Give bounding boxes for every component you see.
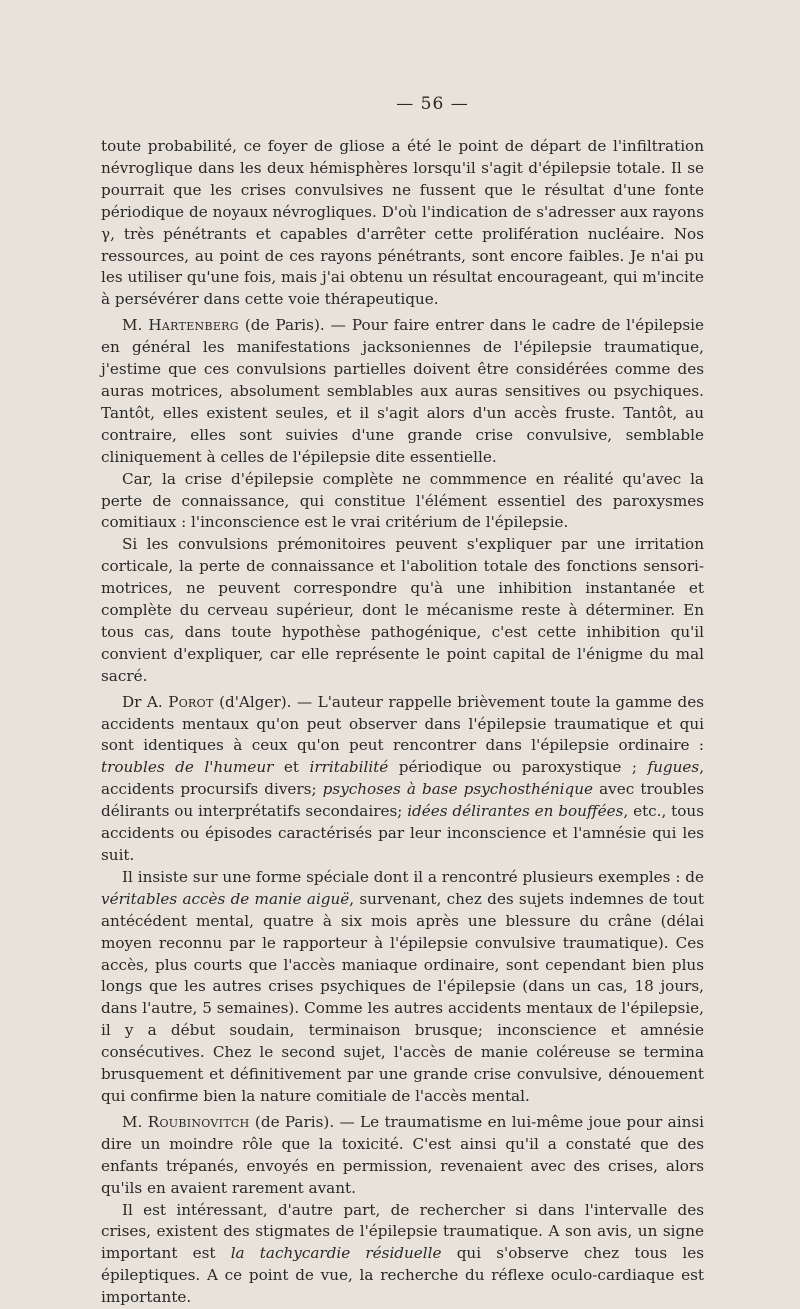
paragraph <box>101 867 704 1108</box>
emphasis-text: irritabilité <box>310 758 389 776</box>
paragraph <box>101 1200 704 1309</box>
speaker-name: Hartenberg <box>148 316 238 334</box>
paragraph <box>101 136 704 311</box>
text-run: toute probabilité, ce foyer de gliose a été le point de départ de l'infiltration névroglique dans les deux hémisphères lorsqu'il s'agit d'épilepsie totale. Il se pourrait que les crises convulsives ne fussent que le résultat d'une fonte périodique de noyaux névrogliques. D'où l'indication de s'adresser aux rayons γ, très pénétrants et capables d'arrêter cette prolifération nucléaire. Nos ressources, au point de ces rayons pénétrants, sont encore faibles. Je n'ai pu les utiliser qu'une fois, mais j'ai obtenu un résultat encourageant, qui m'incite à persévérer dans cette voie thérapeutique. <box>101 137 704 308</box>
emphasis-text: psychoses à base psychosthénique <box>323 780 593 798</box>
text-run: Si les convulsions prémonitoires peuvent s'expliquer par une irritation corticale, la perte de connaissance et l'abolition totale des fonctions sensori-motrices, ne peuvent correspondre qu'à une inhibition instantanée et complète du cerveau supérieur, dont le mécanisme reste à déterminer. En tous cas, dans toute hypothèse pathogénique, c'est cette inhibition qu'il convient d'expliquer, car elle représente le point capital de l'énigme du mal sacré. <box>101 535 704 684</box>
text-run: avec troubles délirants ou interprétatifs secondaires; <box>101 780 704 820</box>
text-run: M. <box>122 1113 148 1131</box>
paragraph <box>101 469 704 535</box>
text-run: , accidents procursifs divers; <box>101 758 704 798</box>
speaker-name: Porot <box>168 693 213 711</box>
text-run: et <box>273 758 309 776</box>
text-run: M. <box>122 316 148 334</box>
emphasis-text: fugues <box>647 758 699 776</box>
text-run: (de Paris). — Le traumatisme en lui-même joue pour ainsi dire un moindre rôle que la toxicité. C'est ainsi qu'il a constaté que des enfants trépanés, envoyés en permission, revenaient avec des crises, alors qu'ils en avaient rarement avant. <box>101 1113 704 1197</box>
text-run: (d'Alger). — L'auteur rappelle brièvement toute la gamme des accidents mentaux qu'on peut observer dans l'épilepsie traumatique et qui sont identiques à ceux qu'on peut rencontrer dans l'épilepsie ordinaire : <box>101 693 704 755</box>
text-run: (de Paris). — Pour faire entrer dans le cadre de l'épilepsie en général les manifestations jacksoniennes de l'épilepsie traumatique, j'estime que ces convulsions partielles doivent être considérées comme des auras motrices, absolument semblables aux auras sensitives ou psychiques. Tantôt, elles existent seules, et il s'agit alors d'un accès fruste. Tantôt, au contraire, elles sont suivies d'une grande crise convulsive, semblable cliniquement à celles de l'épilepsie dite essentielle. <box>101 316 704 465</box>
text-run: Car, la crise d'épilepsie complète ne commmence en réalité qu'avec la perte de connaissance, qui constitue l'élément essentiel des paroxysmes comitiaux : l'inconscience est le vrai critérium de l'épilepsie. <box>101 470 704 532</box>
text-run: périodique ou paroxystique ; <box>388 758 647 776</box>
text-run: Il insiste sur une forme spéciale dont il a rencontré plusieurs exemples : de <box>122 868 704 886</box>
paragraph <box>101 692 704 867</box>
text-run: Dr A. <box>122 693 168 711</box>
text-run: Il est intéressant, d'autre part, de rechercher si dans l'intervalle des crises, existent des stigmates de l'épilepsie traumatique. A son avis, un signe important est <box>101 1201 704 1263</box>
emphasis-text: la tachycardie résiduelle <box>231 1244 442 1262</box>
text-run: qui s'observe chez tous les épileptiques. A ce point de vue, la recherche du réflexe oculo-cardiaque est importante. <box>101 1244 704 1306</box>
paragraph <box>101 315 704 468</box>
paragraph <box>101 1112 704 1200</box>
text-run: , survenant, chez des sujets indemnes de tout antécédent mental, quatre à six mois après une blessure du crâne (délai moyen reconnu par le rapporteur à l'épilepsie convulsive traumatique). Ces accès, plus courts que l'accès maniaque ordinaire, sont cependant bien plus longs que les autres crises psychiques de l'épilepsie (dans un cas, 18 jours, dans l'autre, 5 semaines). Comme les autres accidents mentaux de l'épilepsie, il y a début soudain, terminaison brusque; inconscience et amnésie consécutives. Chez le second sujet, l'accès de manie coléreuse se termina brusquement et définitivement par une grande crise convulsive, dénouement qui confirme bien la nature comitiale de l'accès mental. <box>101 890 704 1105</box>
emphasis-text: idées délirantes en bouffées <box>407 802 623 820</box>
page-number: — 56 — <box>101 94 704 114</box>
paragraph <box>101 534 704 687</box>
emphasis-text: troubles de l'humeur <box>101 758 273 776</box>
speaker-name: Roubinovitch <box>148 1113 250 1131</box>
emphasis-text: véritables accès de manie aiguë <box>101 890 349 908</box>
text-run: , etc., tous accidents ou épisodes caractérisés par leur inconscience et l'amnésie qui les suit. <box>101 802 704 864</box>
